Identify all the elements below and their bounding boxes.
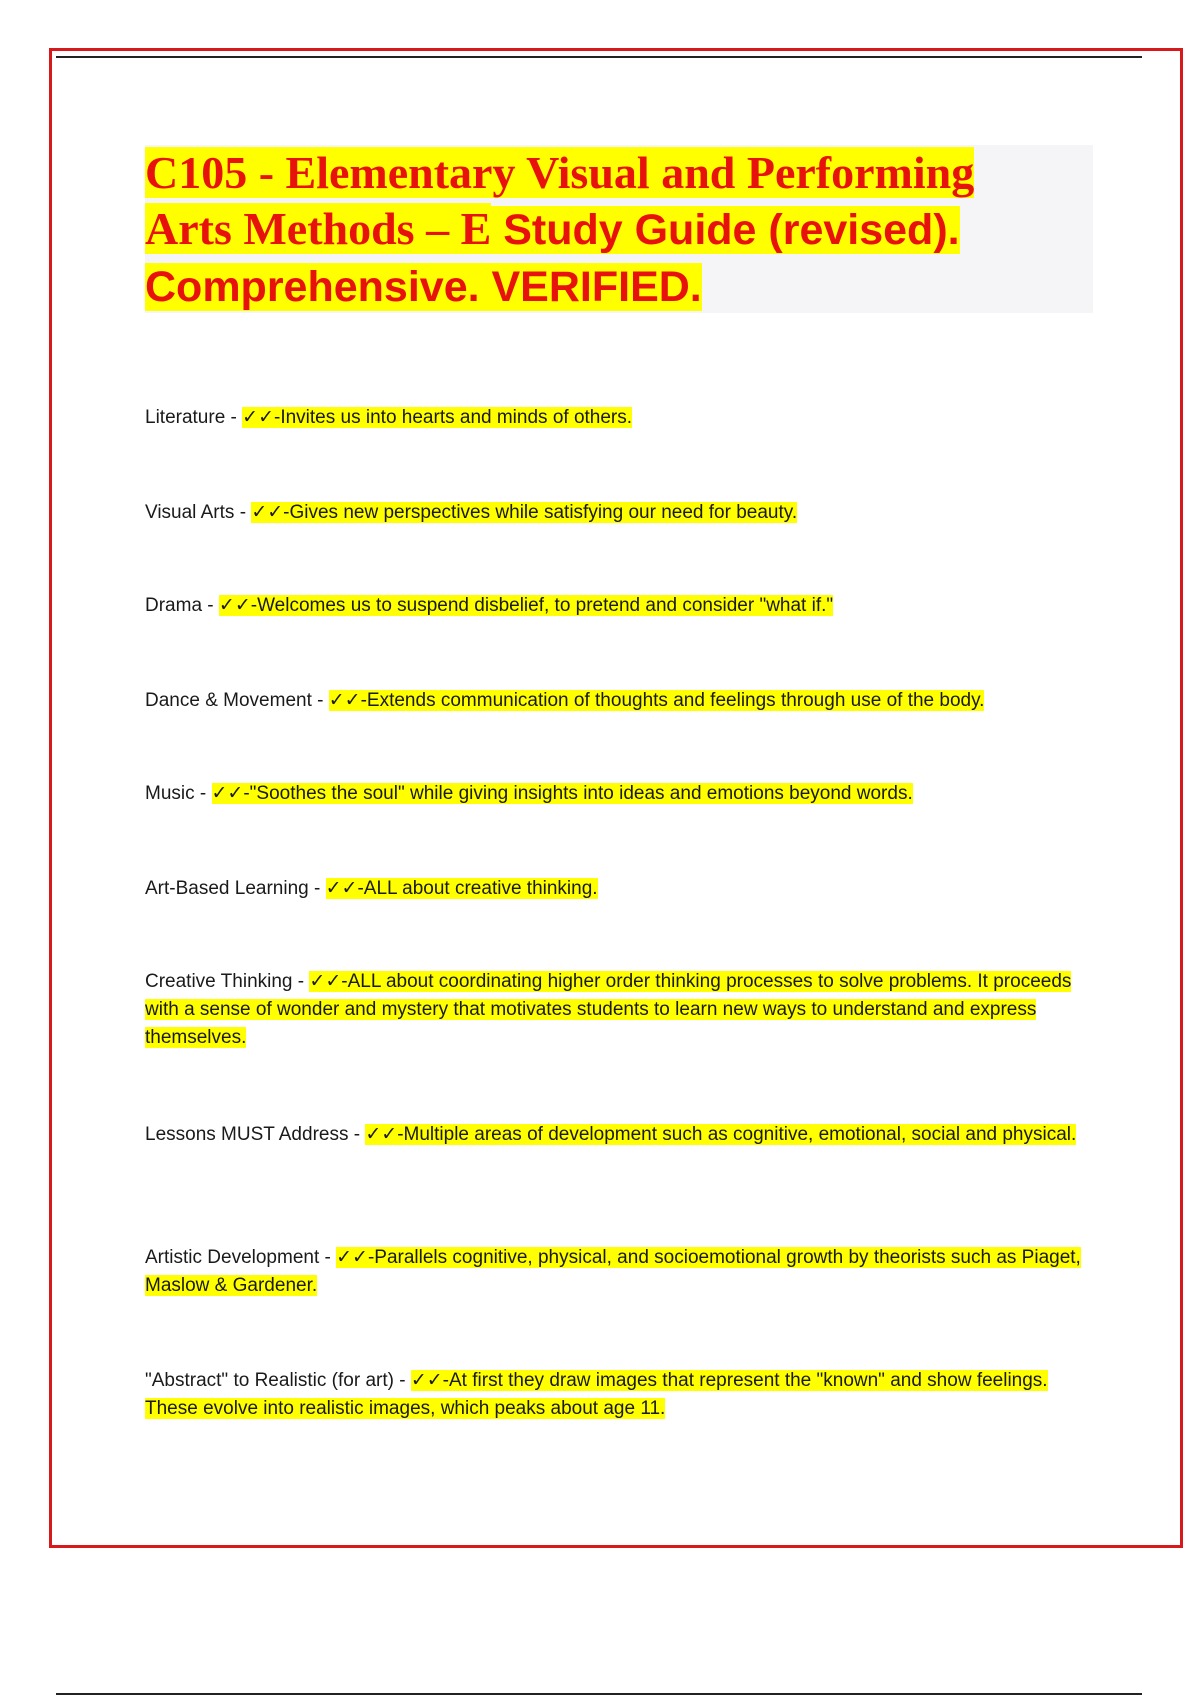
entry-drama (145, 592, 1090, 620)
title-block (145, 145, 1093, 313)
entry-definition: ✓✓-ALL about creative thinking. (325, 878, 598, 899)
title-line-1: C105 - Elementary Visual and Performing (145, 147, 975, 198)
bottom-rule (56, 1693, 1142, 1695)
entry-definition: ✓✓-Parallels cognitive, physical, and socioemotional growth by theorists such as Piaget, Maslow & Gardener. (145, 1247, 1081, 1296)
entry-term: Dance & Movement (145, 690, 312, 711)
entry-separator: - (225, 407, 243, 428)
entry-term: Literature (145, 407, 226, 428)
entry-separator: - (393, 1370, 411, 1391)
entry-separator: - (348, 1124, 366, 1145)
entry-lessons-must-address (145, 1121, 1090, 1149)
entry-art-based-learning (145, 875, 1090, 903)
entry-separator: - (234, 502, 252, 523)
entry-term: Artistic Development (145, 1247, 320, 1268)
entry-definition: ✓✓-Welcomes us to suspend disbelief, to pretend and consider "what if." (218, 595, 834, 616)
entry-definition: ✓✓-Multiple areas of development such as cognitive, emotional, social and physical. (365, 1124, 1077, 1145)
entry-term: Music (145, 783, 195, 804)
entry-definition: ✓✓-At first they draw images that represent the "known" and show feelings. These evolve into realistic images, which peaks about age 11. (145, 1370, 1048, 1419)
top-rule (56, 56, 1142, 58)
entry-definition: ✓✓-Invites us into hearts and minds of others. (242, 407, 633, 428)
entry-definition: ✓✓-ALL about coordinating higher order thinking processes to solve problems. It proceeds with a sense of wonder and mystery that motivates students to learn new ways to understand and express themselves. (145, 971, 1072, 1048)
entry-dance-movement (145, 687, 1090, 715)
entry-creative-thinking (145, 968, 1090, 1052)
title-line-2-sans: Study Guide (revised). (491, 206, 960, 254)
entry-artistic-development (145, 1244, 1090, 1300)
entry-separator: - (311, 690, 329, 711)
entry-definition: ✓✓-"Soothes the soul" while giving insights into ideas and emotions beyond words. (211, 783, 913, 804)
entry-visual-arts (145, 499, 1090, 527)
entry-abstract-to-realistic (145, 1367, 1090, 1423)
entry-definition: ✓✓-Extends communication of thoughts and feelings through use of the body. (328, 690, 985, 711)
entry-separator: - (319, 1247, 337, 1268)
entry-term: Visual Arts (145, 502, 235, 523)
entry-separator: - (202, 595, 219, 616)
entry-definition: ✓✓-Gives new perspectives while satisfying our need for beauty. (251, 502, 798, 523)
entry-term: Creative Thinking (145, 971, 293, 992)
entry-music (145, 780, 1090, 808)
title-line-2-serif: Arts Methods – E (145, 203, 492, 254)
entry-separator: - (308, 878, 326, 899)
entry-literature (145, 404, 1090, 432)
entry-separator: - (292, 971, 310, 992)
entry-term: "Abstract" to Realistic (for art) (145, 1370, 394, 1391)
title-line-3: Comprehensive. VERIFIED. (145, 263, 702, 311)
entry-separator: - (194, 783, 212, 804)
entry-term: Art-Based Learning (145, 878, 309, 899)
entry-term: Drama (145, 595, 203, 616)
document-title (145, 145, 1093, 315)
entry-term: Lessons MUST Address (145, 1124, 349, 1145)
